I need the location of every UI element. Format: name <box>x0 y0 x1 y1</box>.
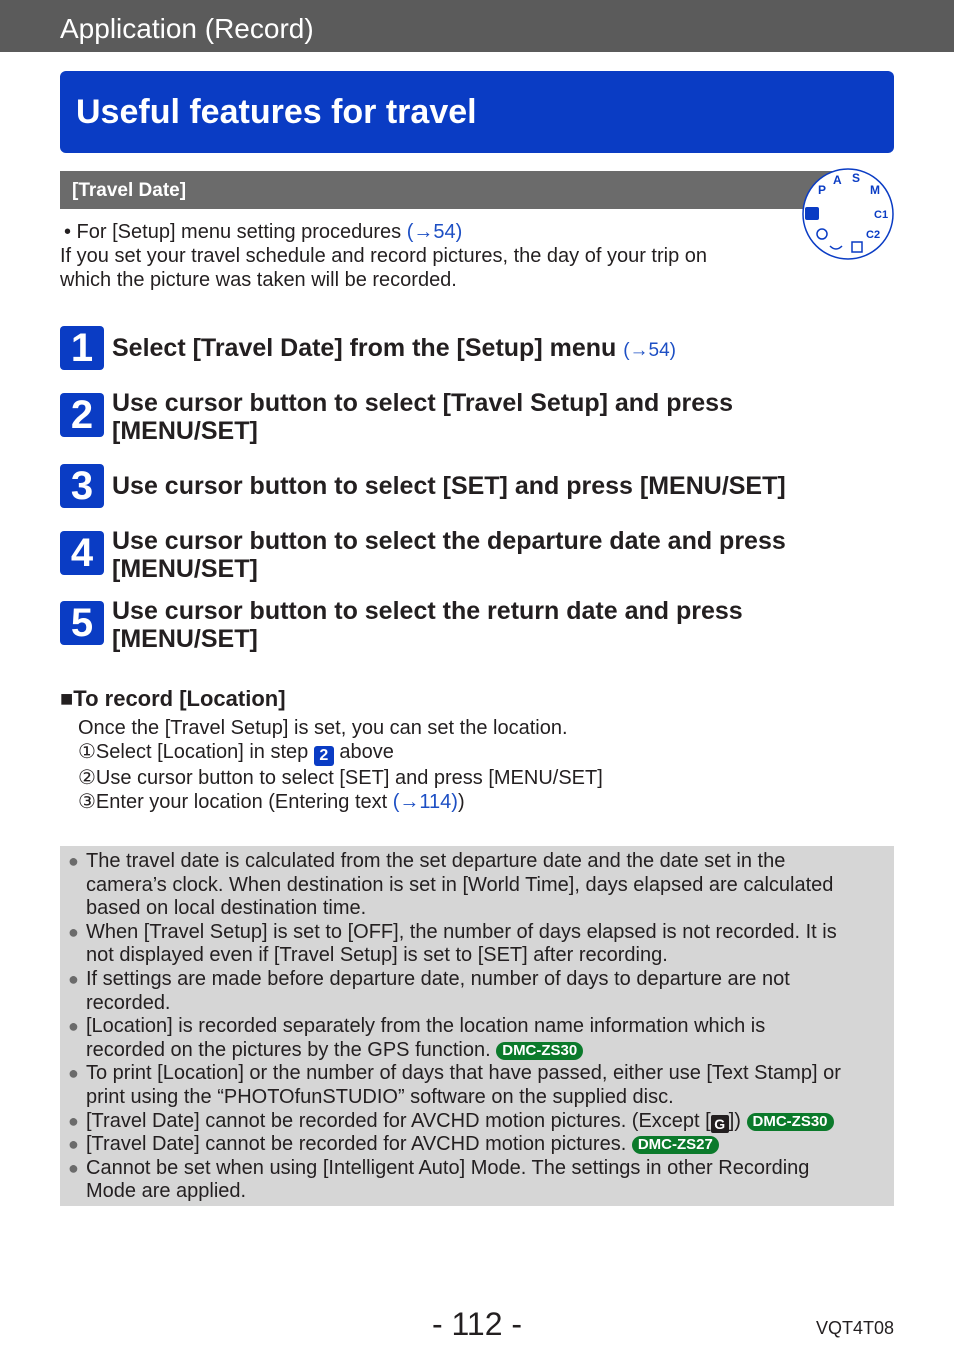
location-line-1: Once the [Travel Setup] is set, you can set the location. <box>78 717 568 739</box>
step-text-2: Use cursor button to select [Travel Setup] and press [MENU/SET] <box>112 389 733 445</box>
notes-box <box>60 846 894 1206</box>
step-number-1: 1 <box>60 326 104 370</box>
step-2-badge: 2 <box>314 746 334 766</box>
note-item: ● To print [Location] or the number of days that have passed, either use [Text Stamp] or print using the “PHOTOfunSTUDIO” software on the supplied disc. <box>68 1062 841 1108</box>
bullet-icon: ● <box>68 1016 79 1037</box>
intro-line-2: which the picture was taken will be recorded. <box>60 269 457 291</box>
note-item: ● [Travel Date] cannot be recorded for AVCHD motion pictures. DMC-ZS27 <box>68 1133 888 1157</box>
step-text-1: Select [Travel Date] from the [Setup] menu (→54) <box>112 334 677 362</box>
dial-letter-a: A <box>833 173 842 187</box>
note-item: ● [Location] is recorded separately from the location name information which is recorded on the pictures by the GPS function. DMC-ZS30 <box>68 1015 766 1061</box>
dial-letter-c1: C1 <box>874 209 889 221</box>
step-number-5: 5 <box>60 601 104 645</box>
model-badge-zs27: DMC-ZS27 <box>632 1136 719 1154</box>
location-line-2: ①Select [Location] in step 2 above <box>78 741 394 764</box>
note-item: ● When [Travel Setup] is set to [OFF], the number of days elapsed is not recorded. It is not displayed even if [Travel Setup] is set to [SET] after recording. <box>68 920 837 967</box>
step-number-2: 2 <box>60 393 104 437</box>
bullet-icon: ● <box>68 968 79 989</box>
location-line-3: ②Use cursor button to select [SET] and press [MENU/SET] <box>78 767 603 789</box>
bullet-icon: ● <box>68 1157 79 1178</box>
location-heading: ■To record [Location] <box>60 686 286 711</box>
step-text-3: Use cursor button to select [SET] and press [MENU/SET] <box>112 472 786 500</box>
model-badge-zs30: DMC-ZS30 <box>747 1113 834 1131</box>
dial-letter-s: S <box>852 171 861 185</box>
page-title: Useful features for travel <box>76 93 477 131</box>
intro-bullet: • For [Setup] menu setting procedures (→54) <box>64 221 463 243</box>
bullet-icon: ● <box>68 1110 79 1131</box>
dial-letter-c2: C2 <box>866 229 881 241</box>
bullet-icon: ● <box>68 921 79 942</box>
section-heading-bar <box>60 171 840 209</box>
intro-line-1: If you set your travel schedule and record pictures, the day of your trip on <box>60 245 708 267</box>
step-number-4: 4 <box>60 531 104 575</box>
location-line-4: ③Enter your location (Entering text (→114)) <box>78 791 465 813</box>
dial-letter-p: P <box>818 183 827 197</box>
note-item: ● The travel date is calculated from the set departure date and the date set in the camera’s clock. When destination is set in [World Time], days elapsed are calculated based on local destination time. <box>68 850 834 920</box>
page-banner <box>60 71 894 153</box>
step-number-3: 3 <box>60 464 104 508</box>
dial-letter-m: M <box>870 183 880 197</box>
top-header-bar <box>0 0 954 52</box>
document-code: VQT4T08 <box>815 1318 894 1338</box>
step-text-4: Use cursor button to select the departure date and press [MENU/SET] <box>112 527 786 583</box>
bullet-icon: ● <box>68 851 79 871</box>
chapter-title: Application (Record) <box>60 13 314 44</box>
bullet-icon: ● <box>68 1134 79 1155</box>
guide-mode-icon: G <box>711 1115 729 1133</box>
model-badge-zs30: DMC-ZS30 <box>496 1042 583 1060</box>
note-item: ● Cannot be set when using [Intelligent Auto] Mode. The settings in other Recording Mode are applied. <box>68 1156 810 1203</box>
bullet-icon: ● <box>68 1063 79 1084</box>
note-item: ● If settings are made before departure date, number of days to departure are not recorded. <box>68 967 790 1014</box>
note-item: ● [Travel Date] cannot be recorded for AVCHD motion pictures. (Except [ G ]) DMC-ZS30 <box>68 1110 888 1134</box>
ref-link-114[interactable]: (→114) <box>392 791 458 813</box>
mode-dial-icon <box>800 166 896 262</box>
location-instructions <box>78 716 603 814</box>
intro-text <box>60 220 780 292</box>
page-number: - 112 - <box>431 1306 523 1342</box>
section-heading: [Travel Date] <box>72 180 187 201</box>
step-text-5: Use cursor button to select the return date and press [MENU/SET] <box>112 597 743 653</box>
ref-link-54[interactable]: (→54) <box>406 221 463 243</box>
step-1-ref-link[interactable]: (→54) <box>623 340 677 361</box>
